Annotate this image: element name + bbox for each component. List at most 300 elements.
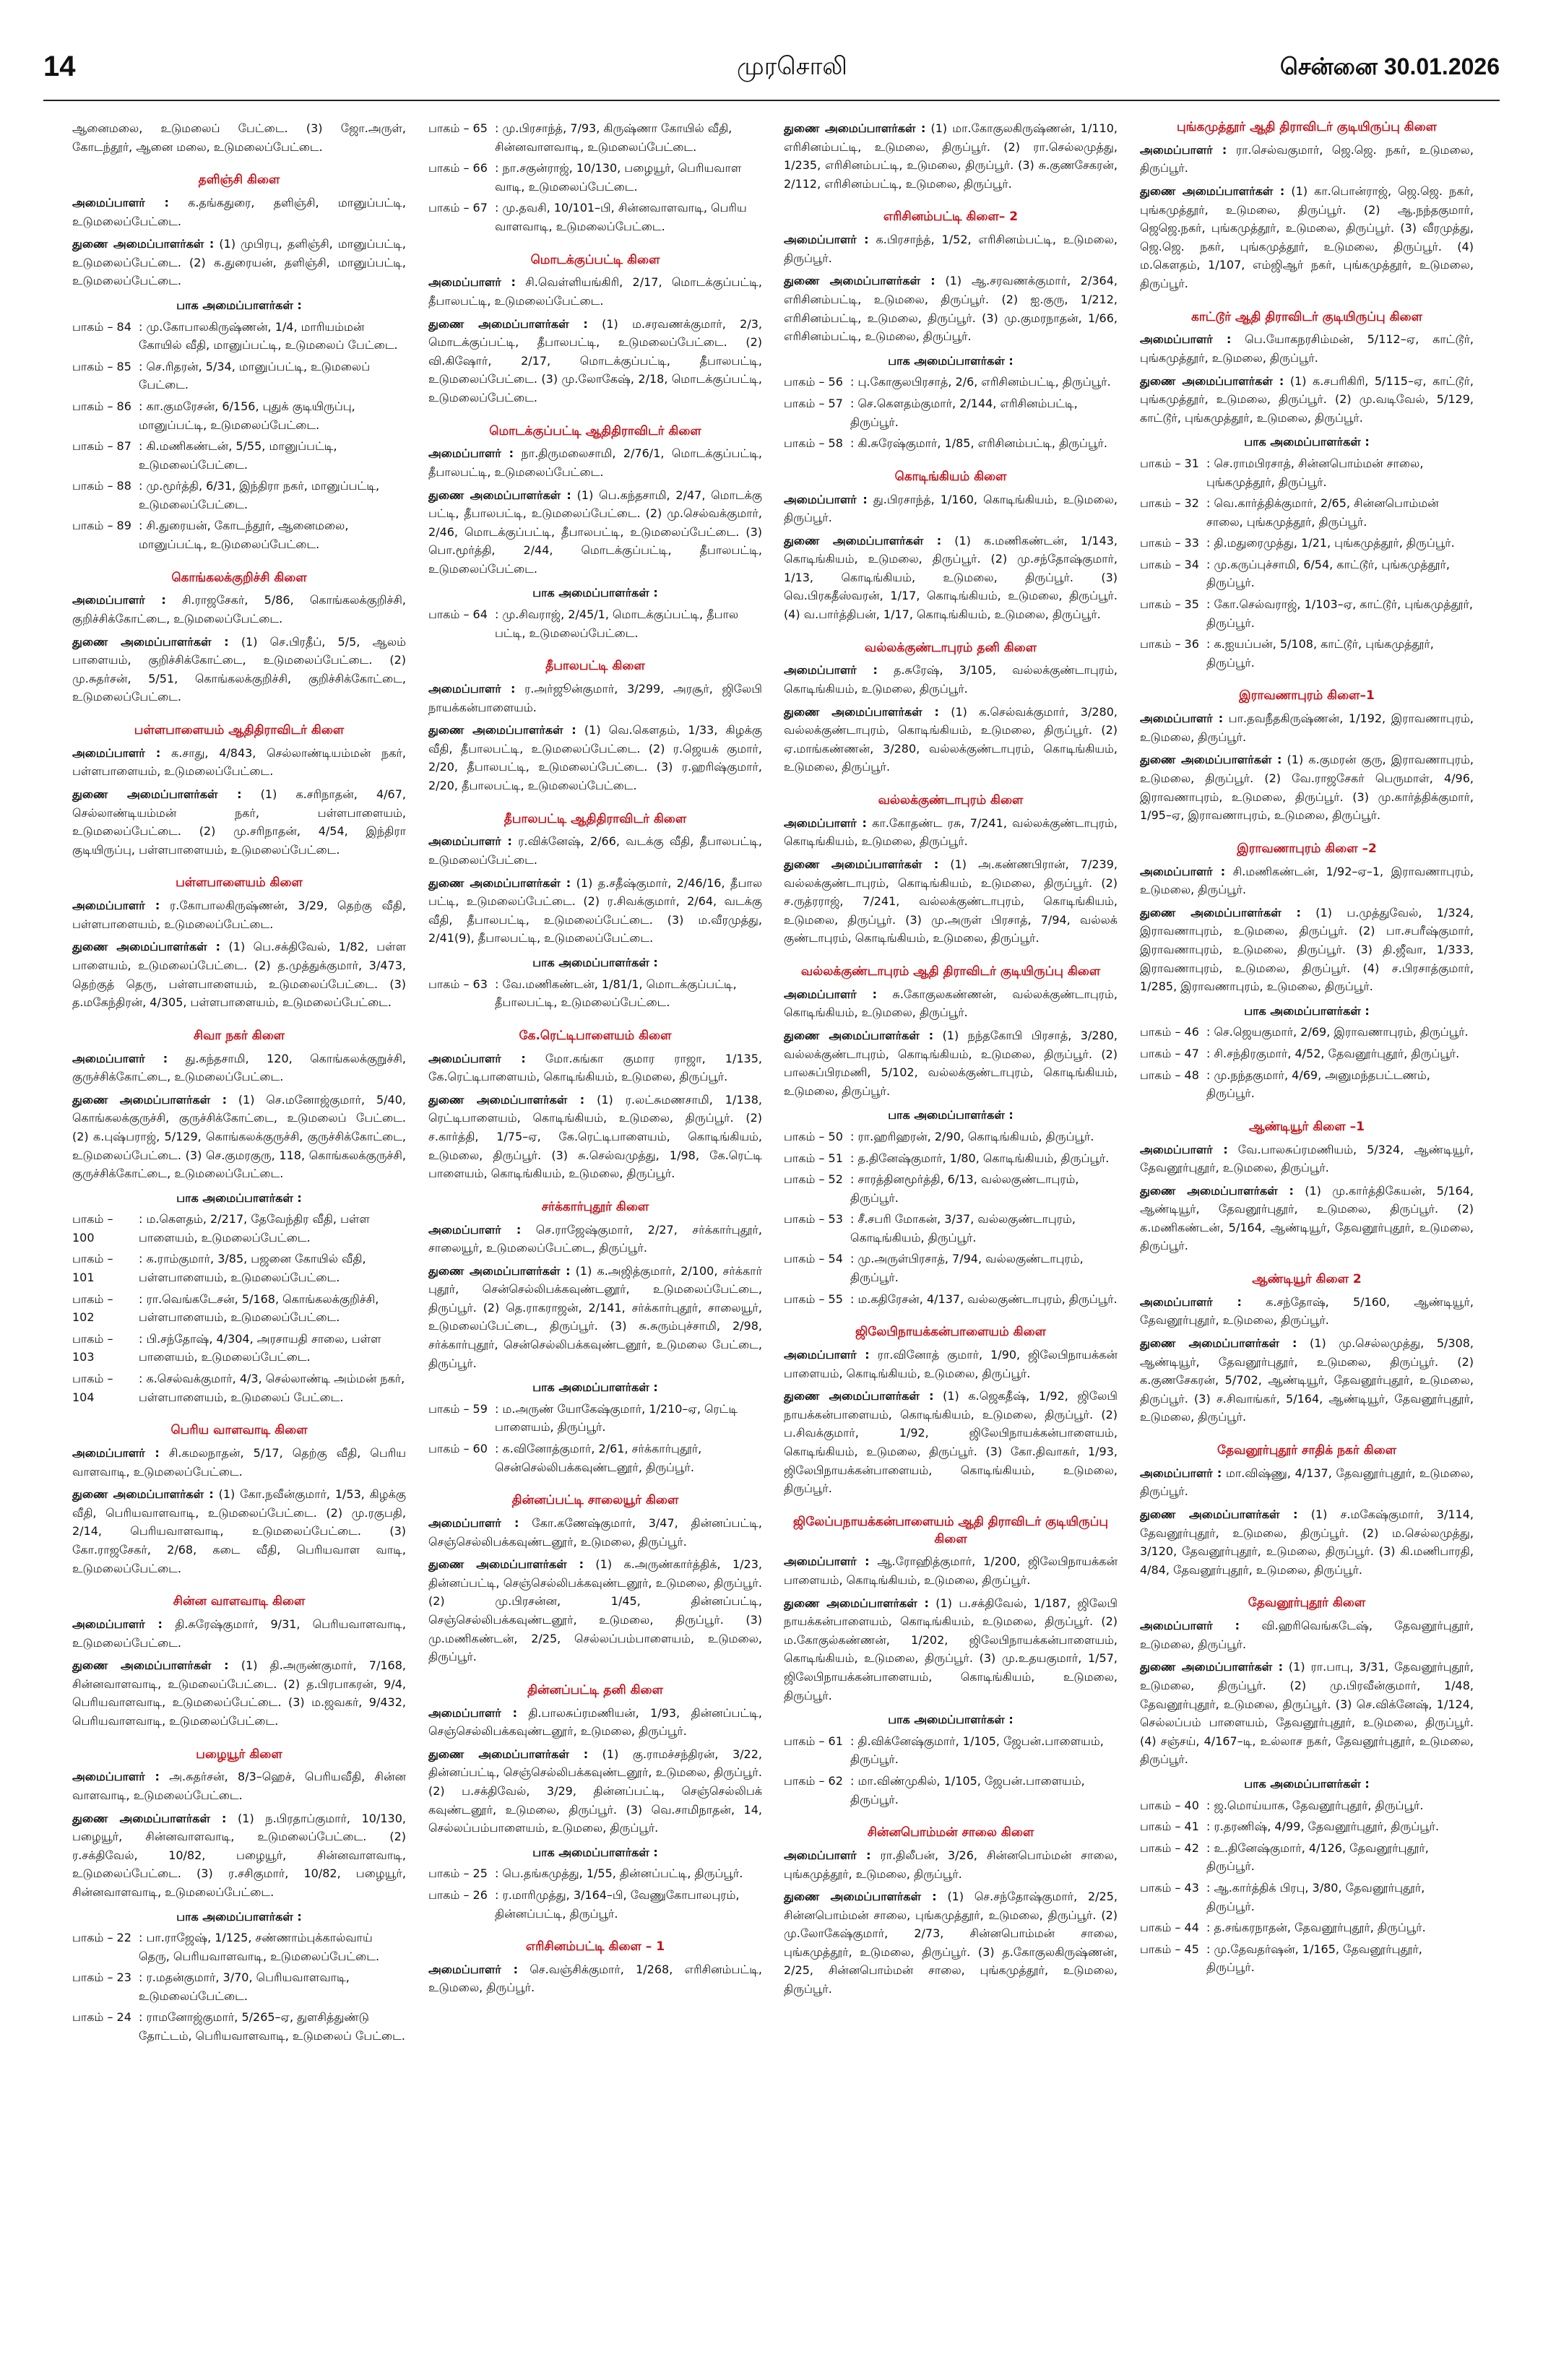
branch-heading: கே.ரெட்டிபாளையம் கிளை xyxy=(519,1028,672,1043)
booth-number: பாகம் – 42 xyxy=(1140,1840,1199,1855)
booth-row xyxy=(72,437,406,474)
booth-organiser: : வே.மணிகண்டன், 1/81/1, மொடக்குப்பட்டி, தீபாலபட்டி, உடுமலைப்பேட்டை. xyxy=(495,977,737,1010)
booth-number: பாகம் – 52 xyxy=(784,1172,843,1187)
organiser-name: கா.கோதண்ட ரசு, 7/241, வல்லக்குண்டாபுரம், கொடிங்கியம், உடுமலை, திருப்பூர். xyxy=(784,815,1118,849)
branch-heading: ஆண்டியூர் கிளை 2 xyxy=(1252,1272,1362,1287)
deputy-organisers-entry xyxy=(428,486,762,579)
deputy-organisers-entry xyxy=(72,235,406,290)
branch-section xyxy=(1140,1119,1474,1255)
organiser-name: பா.தவநீதகிருஷ்ணன், 1/192, இராவணாபுரம், உடுமலை, திருப்பூர். xyxy=(1140,711,1474,744)
booth-row xyxy=(784,1210,1118,1247)
organiser-entry xyxy=(72,744,406,781)
branch-section xyxy=(428,423,762,643)
deputy-names: (1) த.சதீஷ்குமார், 2/46/16, தீபால பட்டி, உடுமலைப்பேட்டை. (2) ர.சிவக்குமார், 2/64, வடக்கு வீதி, தீபாலபட்டி, உடுமலைப்பேட்டை. (3) ம.வீரமுத்து, 2/41(9), தீபாலபட்டி, உடுமலைப்பேட்டை. xyxy=(428,875,762,945)
booth-organiser: : செ.ஜெயகுமார், 2/69, இராவணாபுரம், திருப்பூர். xyxy=(1206,1025,1469,1039)
organiser-label: அமைப்பாளர் : xyxy=(72,899,160,913)
deputy-organisers-entry xyxy=(72,785,406,859)
branch-heading: காட்டூர் ஆதி திராவிடர் குடியிருப்பு கிளை xyxy=(1191,309,1422,324)
branch-section xyxy=(1140,688,1474,824)
organiser-name: நா.திருமலைசாமி, 2/76/1, மொடக்குப்பட்டி, தீபாலபட்டி, உடுமலைப்பேட்டை. xyxy=(428,446,762,479)
organiser-entry xyxy=(784,1846,1118,1883)
organiser-entry xyxy=(1140,141,1474,178)
deputy-organisers-entry xyxy=(428,1262,762,1373)
deputy-names: (1) மு.செல்லமுத்து, 5/308, ஆண்டியூர், தேவனூர்புதூர், உடுமலை, திருப்பூர். (2) க.குணசேகரன், 5/702, ஆண்டியூர், தேவனூர்புதூர், உடுமலை, திருப்பூர். (3) ச.சிவாங்கர், 5/164, ஆண்டியூர், தேவனூர்புதூர், உடுமலை, திருப்பூர். xyxy=(1140,1336,1474,1424)
booth-row xyxy=(72,2008,406,2045)
organiser-label: அமைப்பாளர் : xyxy=(1140,1466,1222,1480)
organiser-name: மோ.கங்கா குமார ராஜா, 1/135, கே.ரெட்டிபாளையம், கொடிங்கியம், உடுமலை, திருப்பூர். xyxy=(428,1051,762,1084)
branch-section xyxy=(784,469,1118,624)
booth-organiser: : செ.ராமபிரசாத், சின்னபொம்மன் சாலை, புங்கமுத்தூர், திருப்பூர். xyxy=(1206,456,1424,489)
branch-section xyxy=(428,1682,762,1923)
organiser-name: ர.கோபாலகிருஷ்ணன், 3/29, தெற்கு வீதி, பள்ளபாளையம், உடுமலைப்பேட்டை. xyxy=(72,899,406,931)
booth-organiser: : க.செல்வக்குமார், 4/3, செல்லாண்டி அம்மன் நகர், பள்ளபாளையம், உடுமலைப் பேட்டை. xyxy=(139,1372,405,1404)
booth-row xyxy=(428,1440,762,1476)
booth-organiser: : ம.அருண் யோகேஷ்குமார், 1/210–ஏ, ரெட்டி பாளையம், திருப்பூர். xyxy=(495,1401,738,1435)
booth-organisers-heading: பாக அமைப்பாளர்கள் : xyxy=(176,1909,302,1924)
organiser-entry xyxy=(72,1767,406,1804)
deputy-names: (1) பெ.சக்திவேல், 1/82, பள்ள பாளையம், உடுமலைப்பேட்டை. (2) த.முத்துக்குமார், 3/473, தெற்குத் தெரு, பள்ளபாளையம், உடுமலைப்பேட்டை. (3) த.மகேந்திரன், 4/305, பள்ளபாளையம், உடுமலைப்பேட்டை. xyxy=(72,940,406,1010)
booth-number: பாகம் – 57 xyxy=(784,396,843,410)
booth-organiser: : க.ராம்குமார், 3/85, பஜனை கோயில் வீதி, பள்ளபாளையம், உடுமலைப்பேட்டை. xyxy=(139,1252,366,1285)
deputy-names: (1) செ.பிரதீப், 5/5, ஆலம் பாளையம், குறிச்சிக்கோட்டை, உடுமலைப்பேட்டை. (2) மு.சுதர்சன், 5/51, கொங்கலக்குறிச்சி, குறிச்சிக்கோட்டை, உடுமலைப்பேட்டை. xyxy=(72,634,406,704)
branch-section xyxy=(1140,1442,1474,1579)
deputy-organisers-entry xyxy=(1140,904,1474,996)
booth-number: பாகம் – 103 xyxy=(72,1331,113,1364)
branch-section xyxy=(784,1324,1118,1498)
organiser-label: அமைப்பாளர் : xyxy=(428,446,514,461)
booth-organiser: : மு.அருள்பிரசாத், 7/94, வல்லகுண்டாபுரம், திருப்பூர். xyxy=(850,1252,1084,1285)
deputy-names: (1) க.மணிகண்டன், 1/143, கொடிங்கியம், உடுமலை, திருப்பூர். (2) மு.சந்தோஷ்குமார், 1/13, கொடிங்கியம், உடுமலை, திருப்பூர். (3) வெ.பிரகதீஸ்வரன், 1/17, கொடிங்கியம், உடுமலை, திருப்பூர். (4) வ.பார்த்திபன், 1/17, கொடிங்கியம், உடுமலை, திருப்பூர். xyxy=(784,533,1118,622)
organiser-label: அமைப்பாளர் : xyxy=(428,834,512,849)
deputy-label: துணை அமைப்பாளர்கள் : xyxy=(784,274,935,288)
booth-organisers-heading: பாக அமைப்பாளர்கள் : xyxy=(1244,1776,1370,1791)
organiser-name: ரா.திலீபன், 3/26, சின்னபொம்மன் சாலை, புங்கமுத்தூர், உடுமலை, திருப்பூர். xyxy=(784,1848,1118,1881)
organiser-label: அமைப்பாளர் : xyxy=(428,682,516,696)
booth-organiser: : செ.கௌதம்குமார், 2/144, எரிசினம்பட்டி, திருப்பூர். xyxy=(850,396,1078,429)
organiser-label: அமைப்பாளர் : xyxy=(1140,1294,1242,1309)
booth-organiser: : ஆ.கார்த்திக் பிரபு, 3/80, தேவனூர்புதூர், திருப்பூர். xyxy=(1206,1880,1425,1913)
branch-heading: இராவணாபுரம் கிளை–1 xyxy=(1239,688,1375,704)
branch-heading: மொடக்குப்பட்டி கிளை xyxy=(530,252,660,267)
booth-number: பாகம் – 102 xyxy=(72,1291,113,1325)
organiser-name: கோ.கணேஷ்குமார், 3/47, தின்னப்பட்டி, செஞ்செல்லிபக்கவுண்டனூர், உடுமலை, திருப்பூர். xyxy=(428,1516,762,1549)
organiser-entry xyxy=(72,591,406,628)
booth-row xyxy=(1140,1839,1474,1876)
booth-row xyxy=(1140,1023,1474,1042)
deputy-label: துணை அமைப்பாளர்கள் : xyxy=(72,1658,229,1673)
branch-heading: சிவா நகர் கிளை xyxy=(193,1028,285,1043)
booth-row xyxy=(1140,454,1474,491)
booth-organisers-heading: பாக அமைப்பாளர்கள் : xyxy=(532,1845,658,1859)
organiser-label: அமைப்பாளர் : xyxy=(72,195,169,209)
branch-section xyxy=(428,252,762,407)
booth-number: பாகம் – 60 xyxy=(428,1442,488,1456)
booth-row xyxy=(784,1128,1118,1146)
booth-number: பாகம் – 87 xyxy=(72,439,131,454)
organiser-label: அமைப்பாளர் : xyxy=(72,745,161,760)
branch-section xyxy=(428,1028,762,1183)
deputy-label: துணை அமைப்பாளர்கள் : xyxy=(1140,1507,1298,1522)
booth-number: பாகம் – 62 xyxy=(784,1773,843,1788)
branch-section xyxy=(1140,309,1474,672)
branch-section xyxy=(784,1825,1118,1999)
deputy-names: (1) ஆ.சரவணக்குமார், 2/364, எரிசினம்பட்டி, உடுமலை, திருப்பூர். (2) ஐ.குரு, 1/212, எரிசினம்பட்டி, உடுமலை, திருப்பூர். (3) மு.குமரநாதன், 1/66, எரிசினம்பட்டி, உடுமலை, திருப்பூர். xyxy=(784,274,1118,344)
booth-number: பாகம் – 67 xyxy=(428,201,488,215)
booth-number: பாகம் – 89 xyxy=(72,519,131,533)
booth-organiser: : மு.மூர்த்தி, 6/31, இந்திரா நகர், மானுப்பட்டி, உடுமலைப்பேட்டை. xyxy=(139,479,380,511)
booth-organisers-heading: பாக அமைப்பாளர்கள் : xyxy=(888,353,1013,368)
branch-section xyxy=(428,1199,762,1477)
deputy-names: (1) வெ.கௌதம், 1/33, கிழக்கு வீதி, தீபாலபட்டி, உடுமலைப்பேட்டை. (2) ர.ஜெயக் குமார், 2/20, தீபாலபட்டி, உடுமலைப்பேட்டை. (3) ர.ஹரிஷ்குமார், 2/20, தீபாலபட்டி, உடுமலைப்பேட்டை. xyxy=(428,723,762,793)
booth-row xyxy=(1140,635,1474,672)
booth-number: பாகம் – 58 xyxy=(784,436,843,451)
organiser-entry xyxy=(784,1346,1118,1382)
branch-section xyxy=(1140,841,1474,1103)
organiser-entry xyxy=(1140,1617,1474,1653)
organiser-entry xyxy=(428,273,762,310)
column-2 xyxy=(428,119,762,2366)
organiser-label: அமைப்பாளர் : xyxy=(72,1051,168,1065)
organiser-entry xyxy=(1140,1464,1474,1501)
deputy-organisers-entry xyxy=(428,721,762,795)
organiser-label: அமைப்பாளர் : xyxy=(784,1348,870,1362)
organiser-name: க.சாது, 4/843, செல்லாண்டியம்மன் நகர், பள்ளபாளையம், உடுமலைப்பேட்டை. xyxy=(72,745,406,779)
deputy-names: (1) ம.சரவணக்குமார், 2/3, மொடக்குப்பட்டி, தீபாலபட்டி, உடுமலைப்பேட்டை. (2) வி.கிஷோர், 2/17, மொடக்குப்பட்டி, தீபாலபட்டி, உடுமலைப்பேட்டை. (3) மு.லோகேஷ், 2/18, மொடக்குப்பட்டி, உடுமலைப்பேட்டை. xyxy=(428,316,762,404)
deputy-organisers-entry xyxy=(72,1485,406,1578)
deputy-label: துணை அமைப்பாளர்கள் : xyxy=(1140,373,1284,388)
booth-organiser: : பெ.தங்கமுத்து, 1/55, தின்னப்பட்டி, திருப்பூர். xyxy=(495,1866,743,1881)
deputy-organisers-entry xyxy=(784,855,1118,948)
deputy-organisers-entry xyxy=(784,272,1118,345)
booth-organiser: : த.சங்கரநாதன், தேவனூர்புதூர், திருப்பூர். xyxy=(1206,1921,1426,1935)
deputy-organisers-entry xyxy=(784,1387,1118,1498)
booth-number: பாகம் – 59 xyxy=(428,1401,488,1416)
deputy-label: துணை அமைப்பாளர்கள் : xyxy=(1140,1660,1283,1674)
organiser-entry xyxy=(1140,1293,1474,1330)
booth-row xyxy=(1140,1940,1474,1977)
deputy-organisers-entry xyxy=(428,1091,762,1183)
organiser-label: அமைப்பாளர் : xyxy=(784,663,878,678)
booth-organisers-heading: பாக அமைப்பாளர்கள் : xyxy=(176,298,302,312)
deputy-organisers-entry xyxy=(72,1656,406,1730)
organiser-entry xyxy=(784,985,1118,1022)
branch-section xyxy=(72,722,406,859)
deputy-label: துணை அமைப்பாளர்கள் : xyxy=(72,1487,214,1502)
booth-organiser: : கி.சுரேஷ்குமார், 1/85, எரிசினம்பட்டி, திருப்பூர். xyxy=(850,436,1107,451)
booth-row xyxy=(784,1772,1118,1809)
branch-section xyxy=(1140,1595,1474,1976)
booth-organisers-heading: பாக அமைப்பாளர்கள் : xyxy=(532,955,658,969)
branch-section xyxy=(72,570,406,706)
booth-organiser: : ரா.வெங்கடேசன், 5/168, கொங்கலக்குறிச்சி, பள்ளபாளையம், உடுமலைப்பேட்டை. xyxy=(139,1291,379,1325)
booth-row xyxy=(428,1886,762,1923)
branch-heading: கொங்கலக்குறிச்சி கிளை xyxy=(171,570,307,585)
booth-number: பாகம் – 101 xyxy=(72,1252,113,1285)
booth-number: பாகம் – 34 xyxy=(1140,557,1199,571)
booth-organisers-heading: பாக அமைப்பாளர்கள் : xyxy=(1244,1003,1370,1018)
booth-number: பாகம் – 85 xyxy=(72,359,131,373)
booth-number: பாகம் – 31 xyxy=(1140,456,1199,470)
deputy-organisers-entry xyxy=(72,1809,406,1902)
organiser-label: அமைப்பாளர் : xyxy=(784,492,868,506)
booth-number: பாகம் – 36 xyxy=(1140,637,1199,652)
organiser-name: க.சந்தோஷ், 5/160, ஆண்டியூர், தேவனூர்புதூர், உடுமலை, திருப்பூர். xyxy=(1140,1294,1474,1328)
deputy-names: (1) செ.சந்தோஷ்குமார், 2/25, சின்னபொம்மன் சாலை, புங்கமுத்தூர், உடுமலை, திருப்பூர். (2) மு.லோகேஷ்குமார், 2/73, சின்னபொம்மன் சாலை, புங்கமுத்தூர், உடுமலை, திருப்பூர். (3) த.கோகுலகிருஷ்ணன், 2/25, சின்னபொம்மன் சாலை, புங்கமுத்தூர், உடுமலை, திருப்பூர். xyxy=(784,1890,1118,1996)
deputy-names: (1) நந்தகோபி பிரசாத், 3/280, வல்லக்குண்டாபுரம், கொடிங்கியம், உடுமலை, திருப்பூர். (2) பாலசுப்பிரமணி, 5/102, வல்லக்குண்டாபுரம், கொடிங்கியம், உடுமலை, திருப்பூர். xyxy=(784,1028,1118,1098)
organiser-entry xyxy=(428,1704,762,1741)
booth-organiser: : ம.கதிரேசன், 4/137, வல்லகுண்டாபுரம், திருப்பூர். xyxy=(850,1291,1118,1306)
branch-heading: எரிசினம்பட்டி கிளை– 2 xyxy=(883,209,1019,225)
booth-number: பாகம் – 48 xyxy=(1140,1068,1199,1082)
deputy-names: (1) ரா.பாபு, 3/31, தேவனூர்புதூர், உடுமலை, திருப்பூர். (2) மு.பிரவீன்குமார், 1/48, தேவனூர்புதூர், உடுமலை, திருப்பூர். (3) செ.விக்னேஷ், 1/124, செல்லப்பம் பாளையம், தேவனூர்புதூர், உடுமலை, திருப்பூர். (4) சஞ்சய், 4/167–டி, உல்லாச நகர், தேவனூர்புதூர், உடுமலை, திருப்பூர். xyxy=(1140,1660,1474,1767)
booth-number: பாகம் – 53 xyxy=(784,1212,843,1226)
branch-heading: தேவனூர்புதூர் கிளை xyxy=(1248,1596,1366,1611)
deputy-names: (1) ப.முத்துவேல், 1/324, இராவணாபுரம், உடுமலை, திருப்பூர். (2) பா.சபரீஷ்குமார், இராவணாபுரம், உடுமலை, திருப்பூர். (3) தி.ஜீவா, 1/333, இராவணாபுரம், உடுமலை, திருப்பூர். (4) ச.பிரசாத்குமார், 1/285, இராவணாபுரம், உடுமலை, திருப்பூர். xyxy=(1140,905,1474,994)
branch-heading: இராவணாபுரம் கிளை –2 xyxy=(1237,841,1377,856)
booth-row xyxy=(72,477,406,514)
branch-heading: தின்னப்பட்டி சாலையூர் கிளை xyxy=(511,1493,679,1508)
branch-heading: தீபாலபட்டி ஆதிதிராவிடர் கிளை xyxy=(503,811,687,826)
organiser-entry xyxy=(428,1514,762,1551)
booth-row xyxy=(72,1250,406,1286)
continued-text: ஆனைமலை, உடுமலைப் பேட்டை. (3) ஜோ.அருள், கோடந்தூர், ஆனை மலை, உடுமலைப்பேட்டை. xyxy=(72,121,406,154)
deputy-organisers-entry xyxy=(428,315,762,407)
deputy-names: (1) தி.அருண்குமார், 7/168, சின்னவாளவாடி, உடுமலைப்பேட்டை. (2) த.பிரபாகரன், 9/4, பெரியவாளவாடி, உடுமலைப்பேட்டை. (3) ம.ஜவகர், 9/432, பெரியவாளவாடி, உடுமலைப்பேட்டை. xyxy=(72,1658,406,1728)
deputy-label: துணை அமைப்பாளர்கள் : xyxy=(428,488,571,502)
organiser-name: ர.அர்ஜூன்குமார், 3/299, அரசூர், ஜிலேபி நாயக்கன்பாளையம். xyxy=(428,682,762,714)
booth-organiser: : த.தினேஷ்குமார், 1/80, கொடிங்கியம், திருப்பூர். xyxy=(850,1151,1110,1165)
branch-section xyxy=(428,1492,762,1666)
deputy-label: துணை அமைப்பாளர்கள் : xyxy=(1140,1183,1294,1198)
organiser-label: அமைப்பாளர் : xyxy=(784,1848,871,1862)
deputy-organisers-entry xyxy=(428,1745,762,1838)
booth-number: பாகம் – 61 xyxy=(784,1734,843,1748)
organiser-name: சி.கமலநாதன், 5/17, தெற்கு வீதி, பெரிய வாளவாடி, உடுமலைப்பேட்டை. xyxy=(72,1446,406,1479)
organiser-name: செ.ராஜேஷ்குமார், 2/27, சர்க்கார்புதூர், சாலையூர், உடுமலைப்பேட்டை, திருப்பூர். xyxy=(428,1222,762,1255)
branch-section xyxy=(784,640,1118,776)
booth-row xyxy=(1140,595,1474,632)
deputy-names: (1) ர.லட்சுமணசாமி, 1/138, ரெட்டிபாளையம், கொடிங்கியம், உடுமலை, திருப்பூர். (2) ச.கார்த்தி, 1/75–ஏ, கே.ரெட்டிபாளையம், கொடிங்கியம், உடுமலை, திருப்பூர். (3) சு.செல்வமுத்து, 1/98, கே.ரெட்டி பாளையம், கொடிங்கியம், உடுமலை, திருப்பூர். xyxy=(428,1092,762,1181)
booth-row xyxy=(428,159,762,196)
booth-row xyxy=(784,1149,1118,1168)
branch-heading: தின்னப்பட்டி தனி கிளை xyxy=(527,1682,663,1697)
booth-row xyxy=(1140,555,1474,592)
newspaper-name: முரசொலி xyxy=(737,52,847,81)
organiser-name: து.பிரசாந்த், 1/160, கொடிங்கியம், உடுமலை, திருப்பூர். xyxy=(784,492,1118,525)
deputy-organisers-entry xyxy=(72,938,406,1011)
branch-heading: பழையூர் கிளை xyxy=(196,1747,282,1762)
booth-organiser: : கி.மணிகண்டன், 5/55, மானுப்பட்டி, உடுமலைப்பேட்டை. xyxy=(139,439,337,472)
deputy-label: துணை அமைப்பாளர்கள் : xyxy=(784,704,939,719)
organiser-entry xyxy=(784,230,1118,267)
deputy-label: துணை அமைப்பாளர்கள் : xyxy=(784,857,939,871)
booth-organiser: : மா.விண்முகில், 1/105, ஜேபன்.பாளையம், திருப்பூர். xyxy=(850,1773,1085,1806)
booth-row xyxy=(428,975,762,1012)
booth-number: பாகம் – 32 xyxy=(1140,496,1199,511)
branch-section xyxy=(784,964,1118,1308)
organiser-name: க.பிரசாந்த், 1/52, எரிசினம்பட்டி, உடுமலை, திருப்பூர். xyxy=(784,233,1118,265)
booth-organiser: : சி.துரையன், கோடந்தூர், ஆனைமலை, மானுப்பட்டி, உடுமலைப்பேட்டை. xyxy=(139,519,349,552)
deputy-names: (1) கோ.நவீன்குமார், 1/53, கிழக்கு வீதி, பெரியவாளவாடி, உடுமலைப்பேட்டை. (2) மு.ரகுபதி, 2/14, பெரியவாளவாடி, உடுமலைப்பேட்டை. (3) கோ.ராஜசேகர், 2/68, கடை வீதி, பெரியவாள வாடி, உடுமலைப்பேட்டை. xyxy=(72,1487,406,1575)
deputy-label: துணை அமைப்பாளர்கள் : xyxy=(428,1092,585,1107)
branch-section xyxy=(784,119,1118,193)
branch-section xyxy=(72,1747,406,2046)
booth-organiser: : மு.பிரசாந்த், 7/93, கிருஷ்ணா கோயில் வீதி, சின்னவாளவாடி, உடுமலைப்பேட்டை. xyxy=(495,121,732,154)
booth-row xyxy=(1140,1066,1474,1103)
booth-row xyxy=(428,1400,762,1437)
deputy-names: (1) ந.பிரதாப்குமார், 10/130, பழையூர், சின்னவாளவாடி, உடுமலைப்பேட்டை. (2) ர.சக்திவேல், 10/82, பழையூர், சின்னவாளவாடி, உடுமலைப்பேட்டை. (3) ர.சசிகுமார், 10/82, பழையூர், சின்னவாளவாடி, உடுமலைப்பேட்டை. xyxy=(72,1811,406,1899)
booth-organisers-heading: பாக அமைப்பாளர்கள் : xyxy=(888,1108,1013,1122)
booth-organiser: : ம.கௌதம், 2/217, தேவேந்திர வீதி, பள்ள பாளையம், உடுமலைப்பேட்டை. xyxy=(139,1212,370,1245)
branch-section xyxy=(784,792,1118,948)
booth-number: பாகம் – 88 xyxy=(72,479,131,493)
organiser-name: அ.சுதர்சன், 8/3–ஹெச், பெரியவீதி, சின்ன வாளவாடி, உடுமலைப்பேட்டை. xyxy=(72,1770,406,1802)
organiser-entry xyxy=(784,661,1118,698)
organiser-entry xyxy=(428,680,762,717)
booth-number: பாகம் – 50 xyxy=(784,1129,843,1143)
branch-section xyxy=(72,1422,406,1578)
organiser-entry xyxy=(72,896,406,933)
booth-number: பாகம் – 63 xyxy=(428,977,488,991)
deputy-names: (1) க.அஜித்குமார், 2/100, சர்க்கார் புதூர், சென்செல்லிபக்கவுண்டனூர், உடுமலைப்பேட்டை, திருப்பூர். (2) தெ.ராகராஜன், 2/141, சர்க்கார்புதூர், சாலையூர், உடுமலைப்பேட்டை, திருப்பூர். (3) சு.சுரும்புச்சாமி, 2/98, சர்க்கார்புதூர், சென்செல்லிபக்கவுண்டனூர், உடுமலை பேட்டை, திருப்பூர். xyxy=(428,1263,762,1370)
deputy-names: (1) க.குமரன் குரு, இராவணாபுரம், உடுமலை, திருப்பூர். (2) வே.ராஜசேகர் பெருமாள், 4/96, இராவணாபுரம், உடுமலை, திருப்பூர். (3) மு.கார்த்திக்குமார், 1/95–ஏ, இராவணாபுரம், உடுமலை, திருப்பூர். xyxy=(1140,753,1474,823)
branch-section xyxy=(784,209,1118,452)
booth-number: பாகம் – 22 xyxy=(72,1931,131,1945)
branch-heading: தீபாலபட்டி கிளை xyxy=(545,659,645,674)
booth-organiser: : க.ஐயப்பன், 5/108, காட்டூர், புங்கமுத்தூர், திருப்பூர். xyxy=(1206,637,1434,670)
column-4 xyxy=(1140,119,1474,2366)
organiser-label: அமைப்பாளர் : xyxy=(1140,142,1227,157)
deputy-organisers-entry xyxy=(1140,1658,1474,1769)
deputy-label: துணை அமைப்பாளர்கள் : xyxy=(1140,905,1301,919)
booth-organiser: : உ.தினேஷ்குமார், 4/126, தேவனூர்புதூர், திருப்பூர். xyxy=(1206,1840,1429,1874)
branch-heading: கொடிங்கியம் கிளை xyxy=(894,469,1007,484)
branch-heading: பள்ளபாளையம் ஆதிதிராவிடர் கிளை xyxy=(134,723,345,738)
deputy-label: துணை அமைப்பாளர்கள் : xyxy=(784,1028,934,1042)
organiser-name: வி.ஹரிவெங்கடேஷ், தேவனூர்புதூர், உடுமலை, திருப்பூர். xyxy=(1140,1619,1474,1651)
booth-organisers-heading: பாக அமைப்பாளர்கள் : xyxy=(532,1380,658,1395)
branch-section xyxy=(428,811,762,1012)
booth-organiser: : சீ.சபரி மோகன், 3/37, வல்லகுண்டாபுரம், கொடிங்கியம், திருப்பூர். xyxy=(850,1212,1076,1245)
branch-heading: வல்லக்குண்டாபுரம் ஆதி திராவிடர் குடியிருப்பு கிளை xyxy=(800,964,1101,979)
booth-number: பாகம் – 84 xyxy=(72,319,131,334)
deputy-names: (1) ப.சக்திவேல், 1/187, ஜிலேபி நாயக்கன்பாளையம், கொடிங்கியம், உடுமலை, திருப்பூர். (2) ம.கோகுல்கண்ணன், 1/202, ஜிலேபிநாயக்கன்பாளையம், கொடிங்கியம், உடுமலை, திருப்பூர். (3) மு.உதயகுமார், 1/57, ஜிலேபிநாயக்கன்பாளையம், கொடிங்கியம், உடுமலை, திருப்பூர். xyxy=(784,1596,1118,1702)
booth-row xyxy=(784,1250,1118,1286)
deputy-label: துணை அமைப்பாளர்கள் : xyxy=(1140,753,1282,767)
deputy-label: துணை அமைப்பாளர்கள் : xyxy=(784,1890,937,1904)
organiser-name: பெ.யோகநரசிம்மன், 5/112–ஏ, காட்டூர், புங்கமுத்தூர், உடுமலை, திருப்பூர். xyxy=(1140,332,1474,365)
deputy-label: துணை அமைப்பாளர்கள் : xyxy=(784,1389,934,1403)
booth-row xyxy=(1140,494,1474,531)
deputy-organisers-entry xyxy=(784,703,1118,776)
organiser-label: அமைப்பாளர் : xyxy=(428,1222,522,1237)
organiser-label: அமைப்பாளர் : xyxy=(784,987,878,1001)
deputy-organisers-entry xyxy=(1140,1334,1474,1427)
branch-section xyxy=(72,172,406,553)
deputy-names: (1) மு.கார்த்திகேயன், 5/164, ஆண்டியூர், தேவனூர்புதூர், உடுமலை, திருப்பூர். (2) க.மணிகண்டன், 5/164, ஆண்டியூர், தேவனூர்புதூர், உடுமலை, திருப்பூர். xyxy=(1140,1183,1474,1253)
deputy-names: (1) கு.ராமச்சந்திரன், 3/22, தின்னப்பட்டி, செஞ்செல்லிபக்கவுண்டனூர், உடுமலை, திருப்பூர். (2) ப.சக்திவேல், 3/29, தின்னப்பட்டி, செஞ்செல்லிபக் கவுண்டனூர், உடுமலை, திருப்பூர். (3) வெ.சாமிநாதன், 14, செல்லப்பம்பாளையம், உடுமலை, திருப்பூர். xyxy=(428,1747,762,1835)
deputy-organisers-entry xyxy=(428,874,762,948)
deputy-label: துணை அமைப்பாளர்கள் : xyxy=(428,875,571,890)
branch-section xyxy=(72,1028,406,1406)
organiser-label: அமைப்பாளர் : xyxy=(72,593,166,607)
booth-number: பாகம் – 24 xyxy=(72,2010,131,2025)
booth-organiser: : கோ.செல்வராஜ், 1/103–ஏ, காட்டூர், புங்கமுத்தூர், திருப்பூர். xyxy=(1206,597,1473,630)
organiser-entry xyxy=(1140,862,1474,899)
booth-row xyxy=(72,516,406,553)
booth-organiser: : செ.ரிதரன், 5/34, மானுப்பட்டி, உடுமலைப் பேட்டை. xyxy=(139,359,371,392)
organiser-label: அமைப்பாளர் : xyxy=(428,1516,519,1531)
branch-heading: ஜிலேப்பநாயக்கன்பாளையம் ஆதி திராவிடர் குடியிருப்பு கிளை xyxy=(792,1514,1109,1546)
deputy-label: துணை அமைப்பாளர்கள் : xyxy=(428,1263,571,1278)
deputy-label: துணை அமைப்பாளர்கள் : xyxy=(72,634,229,649)
booth-organisers-heading: பாக அமைப்பாளர்கள் : xyxy=(1244,435,1370,449)
organiser-name: தி.சுரேஷ்குமார், 9/31, பெரியவாளவாடி, உடுமலைப்பேட்டை. xyxy=(72,1617,406,1650)
organiser-entry xyxy=(428,444,762,481)
masthead xyxy=(43,51,1500,101)
deputy-names: (1) க.செல்வக்குமார், 3/280, வல்லக்குண்டாபுரம், கொடிங்கியம், உடுமலை, திருப்பூர். (2) ஏ.மாங்கண்ணன், 3/280, வல்லக்குண்டாபுரம், கொடிங்கியம், உடுமலை, திருப்பூர். xyxy=(784,704,1118,774)
booth-row xyxy=(784,1732,1118,1769)
organiser-entry xyxy=(784,1552,1118,1589)
booth-number: பாகம் – 46 xyxy=(1140,1025,1199,1039)
branch-heading: எரிசினம்பட்டி கிளை – 1 xyxy=(525,1939,665,1955)
organiser-name: த.சுரேஷ், 3/105, வல்லக்குண்டாபுரம், கொடிங்கியம், உடுமலை, திருப்பூர். xyxy=(784,663,1118,696)
branch-section xyxy=(1140,119,1474,293)
booth-organiser: : ரா.ஹரிஹரன், 2/90, கொடிங்கியம், திருப்பூர். xyxy=(850,1129,1094,1143)
branch-section xyxy=(72,1593,406,1730)
booth-row xyxy=(784,373,1118,391)
organiser-name: செ.வஞ்சிக்குமார், 1/268, எரிசினம்பட்டி, உடுமலை, திருப்பூர். xyxy=(428,1962,762,1995)
deputy-organisers-entry xyxy=(1140,750,1474,824)
organiser-label: அமைப்பாளர் : xyxy=(1140,711,1224,726)
deputy-names: (1) கா.பொன்ராஜ், ஜெ.ஜெ. நகர், புங்கமுத்தூர், உடுமலை, திருப்பூர். (2) ஆ.நந்தகுமார், ஜெஜெ.நகர், புங்கமுத்தூர், உடுமலை, திருப்பூர். (3) வீரமுத்து, ஜெ.ஜெ. நகர், புங்கமுத்தூர், உடுமலை, திருப்பூர். (4) ம.கௌதம், 1/107, எம்ஜிஆர் நகர், புங்கமுத்தூர், உடுமலை, திருப்பூர். xyxy=(1140,183,1474,290)
deputy-organisers-entry xyxy=(784,532,1118,624)
deputy-organisers-entry xyxy=(784,1887,1118,1999)
booth-organiser: : க.வினோத்குமார், 2/61, சர்க்கார்புதூர், சென்செல்லிபக்கவுண்டனூர், திருப்பூர். xyxy=(495,1442,702,1474)
deputy-label: துணை அமைப்பாளர்கள் : xyxy=(428,316,588,331)
organiser-label: அமைப்பாளர் : xyxy=(1140,1142,1228,1156)
deputy-label: துணை அமைப்பாளர்கள் : xyxy=(1140,183,1285,198)
booth-row xyxy=(1140,1817,1474,1836)
booth-organiser: : தி.மதுரைமுத்து, 1/21, புங்கமுத்தூர், திருப்பூர். xyxy=(1206,536,1455,550)
branch-heading: ஆண்டியூர் கிளை –1 xyxy=(1249,1119,1365,1134)
header-rule xyxy=(43,100,1500,101)
organiser-label: அமைப்பாளர் : xyxy=(1140,1619,1240,1633)
booth-organiser: : ர.மாரிமுத்து, 3/164–பி, வேணுகோபாலபுரம், தின்னப்பட்டி, திருப்பூர். xyxy=(495,1887,740,1921)
organiser-name: மா.விஷ்ணு, 4/137, தேவனூர்புதூர், உடுமலை, திருப்பூர். xyxy=(1140,1466,1474,1499)
deputy-names: (1) செ.மனோஜ்குமார், 5/40, கொங்கலக்குருச்சி, குருச்சிக்கோட்டை, உடுமலைப் பேட்டை. (2) க.புஷ்பராஜ், 5/129, கொங்கலக்குருச்சி, குருச்சிக்கோட்டை, உடுமலைப்பேட்டை. (3) செ.குமரகுரு, 118, கொங்கலக்குருச்சி, குருச்சிக்கோட்டை, உடுமலைப்பேட்டை. xyxy=(72,1092,406,1181)
booth-number: பாகம் – 41 xyxy=(1140,1819,1199,1834)
organiser-label: அமைப்பாளர் : xyxy=(1140,332,1232,347)
booth-organiser: : மு.நந்தகுமார், 4/69, அனுமந்தபட்டணம், திருப்பூர். xyxy=(1206,1068,1430,1101)
branch-section xyxy=(784,1514,1118,1809)
organiser-label: அமைப்பாளர் : xyxy=(1140,864,1226,878)
deputy-label: துணை அமைப்பாளர்கள் : xyxy=(784,533,942,548)
organiser-name: க.தங்கதுரை, தளிஞ்சி, மானுப்பட்டி, உடுமலைப்பேட்டை. xyxy=(72,195,406,228)
booth-row xyxy=(428,605,762,642)
booth-number: பாகம் – 35 xyxy=(1140,597,1199,612)
booth-row xyxy=(428,199,762,235)
booth-organiser: : பு.கோகுலபிரசாத், 2/6, எரிசினம்பட்டி, திருப்பூர். xyxy=(850,375,1111,389)
organiser-entry xyxy=(1140,1141,1474,1177)
booth-row xyxy=(428,119,762,156)
deputy-label: துணை அமைப்பாளர்கள் : xyxy=(784,121,926,135)
deputy-names: (1) க.சரிநாதன், 4/67, செல்லாண்டியம்மன் நகர், பள்ளபாளையம், உடுமலைப்பேட்டை. (2) மு.சரிநாதன், 4/54, இந்திரா குடியிருப்பு, பள்ளபாளையம், உடுமலைப்பேட்டை. xyxy=(72,787,406,857)
organiser-label: அமைப்பாளர் : xyxy=(784,815,867,830)
branch-section xyxy=(72,875,406,1011)
organiser-label: அமைப்பாளர் : xyxy=(784,233,869,247)
organiser-name: ரா.வினோத் குமார், 1/90, ஜிலேபிநாயக்கன் பாளையம், கொடிங்கியம், உடுமலை, திருப்பூர். xyxy=(784,1348,1118,1380)
